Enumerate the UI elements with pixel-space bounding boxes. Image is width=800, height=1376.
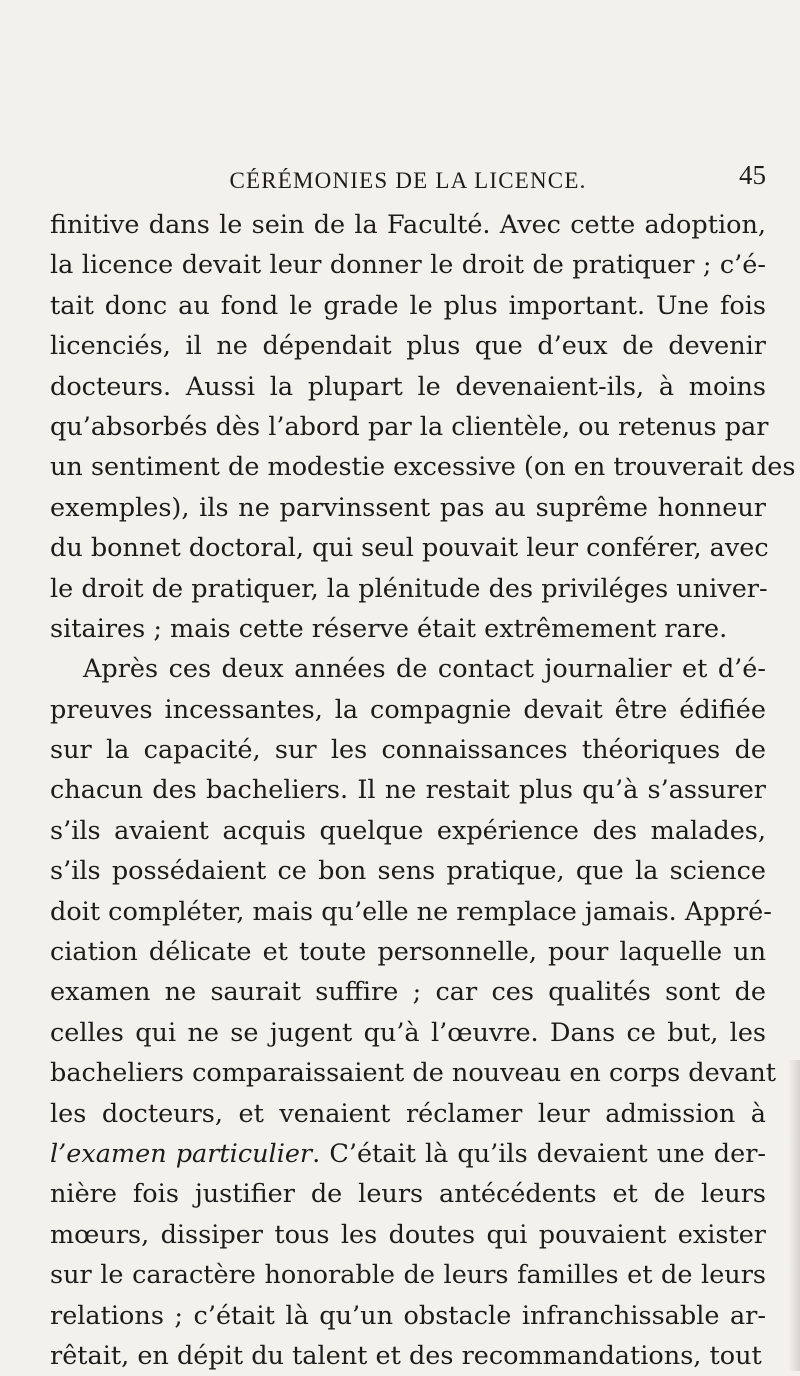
text-segment: . C’était là qu’ils devaient une der- [312, 1138, 766, 1169]
text-line: bacheliers comparaissaient de nouveau en corps devant [50, 1058, 776, 1089]
text-line: ciation délicate et toute personnelle, pour laquelle un [50, 937, 766, 968]
text-line: examen ne saurait suffire ; car ces qualités sont de [50, 977, 766, 1008]
text-line: s’ils avaient acquis quelque expérience des malades, [50, 815, 766, 846]
body-text [50, 205, 796, 1376]
page-number: 45 [739, 160, 766, 190]
text-line: finitive dans le sein de la Faculté. Avec cette adoption, [50, 210, 766, 240]
text-line-with-italic [50, 1134, 766, 1174]
text-line: tait donc au fond le grade le plus important. Une fois [50, 290, 766, 321]
text-line: les docteurs, et venaient réclamer leur admission à [50, 1098, 766, 1129]
text-line: rêtait, en dépit du talent et des recommandations, tout [50, 1340, 762, 1371]
text-line: qu’absorbés dès l’abord par la clientèle, ou retenus par [50, 411, 769, 442]
text-line: doit compléter, mais qu’elle ne remplace jamais. Appré- [50, 896, 772, 927]
page-edge-shadow [788, 1060, 800, 1371]
text-line: sur le caractère honorable de leurs familles et de leurs [50, 1260, 766, 1291]
text-line: du bonnet doctoral, qui seul pouvait leur conférer, avec [50, 533, 769, 564]
text-line: exemples), ils ne parvinssent pas au suprême honneur [50, 492, 766, 523]
paragraph-end-line: sitaires ; mais cette réserve était extrêmement rare. [50, 613, 728, 644]
text-line: licenciés, il ne dépendait plus que d’eux de devenir [50, 331, 766, 362]
text-line: docteurs. Aussi la plupart le devenaient-ils, à moins [50, 371, 766, 402]
text-line: la licence devait leur donner le droit de pratiquer ; c’é- [50, 250, 766, 281]
text-line: mœurs, dissiper tous les doutes qui pouvaient exister [50, 1219, 766, 1250]
text-line: s’ils possédaient ce bon sens pratique, que la science [50, 856, 766, 887]
text-line: preuves incessantes, la compagnie devait être édifiée [50, 694, 766, 725]
running-head [50, 160, 766, 196]
text-line: un sentiment de modestie excessive (on en trouverait des [50, 452, 796, 483]
text-line: celles qui ne se jugent qu’à l’œuvre. Dans ce but, les [50, 1017, 766, 1048]
italic-term: l’examen particulier [50, 1138, 313, 1169]
running-title: CÉRÉMONIES DE LA LICENCE. [229, 168, 587, 193]
text-line: relations ; c’était là qu’un obstacle infranchissable ar- [50, 1300, 766, 1331]
text-line: chacun des bacheliers. Il ne restait plus qu’à s’assurer [50, 775, 766, 806]
paragraph-start-line: Après ces deux années de contact journalier et d’é- [83, 654, 766, 685]
text-line: sur la capacité, sur les connaissances théoriques de [50, 735, 766, 766]
text-line: le droit de pratiquer, la plénitude des priviléges univer- [50, 573, 768, 604]
text-line: nière fois justifier de leurs antécédents et de leurs [50, 1179, 766, 1210]
